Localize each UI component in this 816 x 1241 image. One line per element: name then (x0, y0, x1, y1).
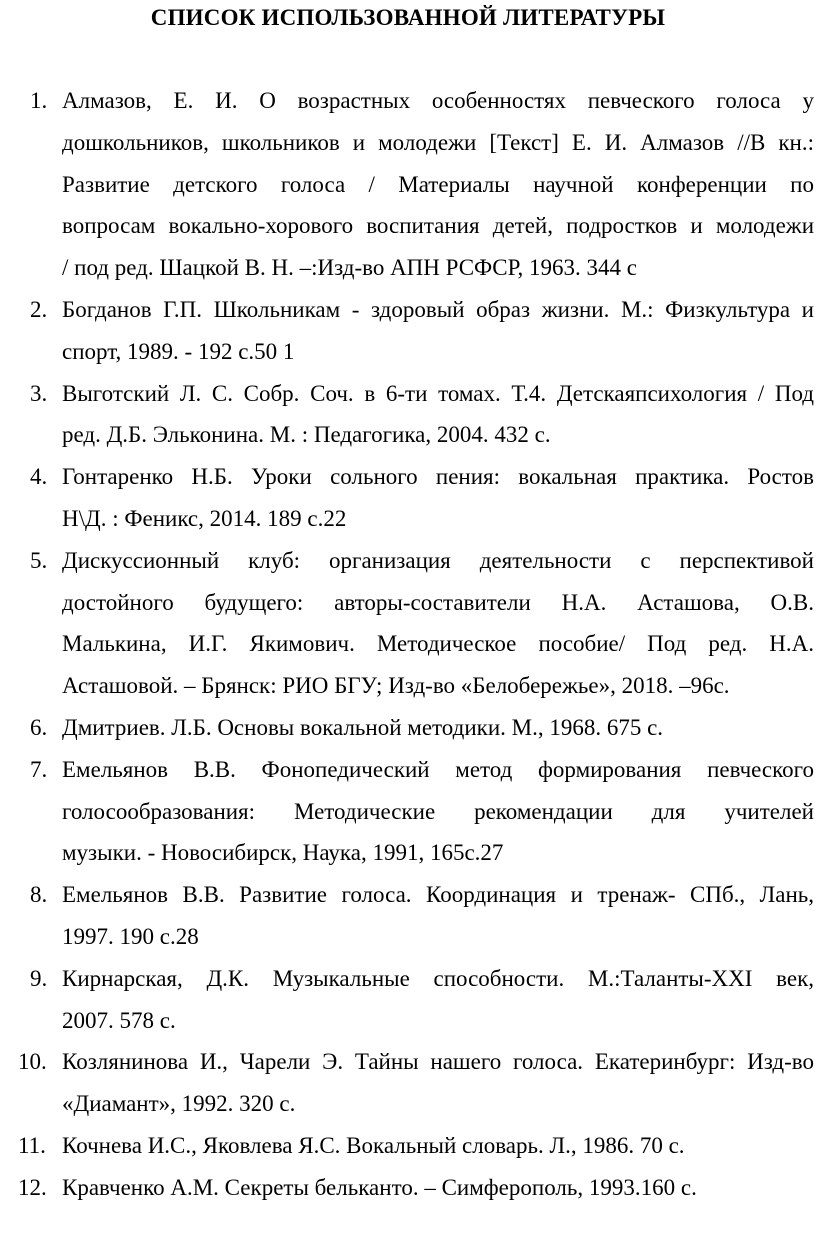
reference-text-line: Гонтаренко Н.Б. Уроки сольного пения: вокальная практика. Ростов (62, 464, 814, 490)
reference-text-line: Богданов Г.П. Школьникам - здоровый образ жизни. М.: Физкультура и (62, 296, 814, 322)
reference-text-line: Выготский Л. С. Собр. Соч. в 6-ти томах. Т.4. Детскаяпсихология / Под (62, 380, 814, 406)
reference-text-line: голосообразования: Методические рекомендации для учителей (62, 798, 814, 824)
reference-text-line: Кравченко А.М. Секреты бельканто. – Симферополь, 1993.160 с. (62, 1174, 697, 1200)
reference-number: 4. (30, 464, 48, 490)
reference-number: 8. (30, 882, 48, 908)
reference-item (0, 373, 816, 457)
reference-item (0, 1125, 816, 1167)
reference-text-line: 2007. 578 с. (62, 1007, 176, 1033)
reference-text-line: Козлянинова И., Чарели Э. Тайны нашего голоса. Екатеринбург: Изд-во (62, 1049, 814, 1075)
reference-number: 2. (30, 296, 48, 322)
reference-number: 3. (30, 380, 48, 406)
reference-text-line: 1997. 190 с.28 (62, 923, 199, 949)
reference-item (0, 540, 816, 707)
reference-item (0, 749, 816, 874)
reference-text-line: спорт, 1989. - 192 с.50 1 (62, 338, 295, 364)
reference-number: 5. (30, 547, 48, 573)
reference-text-line: «Диамант», 1992. 320 с. (62, 1091, 296, 1117)
reference-text-line: Н\Д. : Феникс, 2014. 189 с.22 (62, 505, 347, 531)
reference-number: 9. (30, 965, 48, 991)
reference-text-line: Малькина, И.Г. Якимович. Методическое пособие/ Под ред. Н.А. (62, 631, 814, 657)
reference-text-line: Асташовой. – Брянск: РИО БГУ; Изд-во «Белобережье», 2018. –96с. (62, 673, 730, 699)
reference-item (0, 289, 816, 373)
reference-number: 12. (18, 1174, 47, 1200)
reference-text-line: Развитие детского голоса / Материалы научной конференции по (62, 171, 814, 197)
reference-text-line: Емельянов В.В. Фонопедический метод формирования певческого (62, 756, 814, 782)
reference-item (0, 1167, 816, 1209)
page-title: СПИСОК ИСПОЛЬЗОВАННОЙ ЛИТЕРАТУРЫ (150, 5, 666, 30)
reference-item (0, 80, 816, 289)
reference-number: 7. (30, 756, 48, 782)
reference-text-line: Кочнева И.С., Яковлева Я.С. Вокальный словарь. Л., 1986. 70 с. (62, 1132, 685, 1158)
reference-item (0, 456, 816, 540)
reference-item (0, 1041, 816, 1125)
reference-number: 10. (18, 1049, 47, 1075)
reference-text-line: / под ред. Шацкой В. Н. –:Изд-во АПН РСФСР, 1963. 344 с (62, 255, 637, 281)
reference-number: 6. (30, 714, 48, 740)
reference-text-line: Кирнарская, Д.К. Музыкальные способности. М.:Таланты-XXI век, (62, 965, 814, 991)
reference-text-line: Емельянов В.В. Развитие голоса. Координация и тренаж- СПб., Лань, (62, 882, 814, 908)
reference-text-line: ред. Д.Б. Эльконина. М. : Педагогика, 2004. 432 с. (62, 422, 551, 448)
reference-text-line: Дмитриев. Л.Б. Основы вокальной методики. М., 1968. 675 с. (62, 714, 664, 740)
reference-text-line: музыки. - Новосибирск, Наука, 1991, 165с.27 (62, 840, 504, 866)
reference-number: 11. (18, 1132, 46, 1158)
reference-item (0, 707, 816, 749)
reference-text-line: Алмазов, Е. И. О возрастных особенностях певческого голоса у (62, 88, 814, 113)
reference-item (0, 958, 816, 1042)
reference-number: 1. (30, 88, 48, 113)
reference-list (0, 80, 816, 1209)
reference-text-line: достойного будущего: авторы-составители Н.А. Асташова, О.В. (62, 589, 814, 615)
reference-text-line: Дискуссионный клуб: организация деятельности с перспективой (62, 547, 814, 573)
reference-text-line: дошкольников, школьников и молодежи [Текст] Е. И. Алмазов //В кн.: (62, 129, 814, 155)
reference-item (0, 874, 816, 958)
reference-text-line: вопросам вокально-хорового воспитания детей, подростков и молодежи (62, 213, 814, 239)
